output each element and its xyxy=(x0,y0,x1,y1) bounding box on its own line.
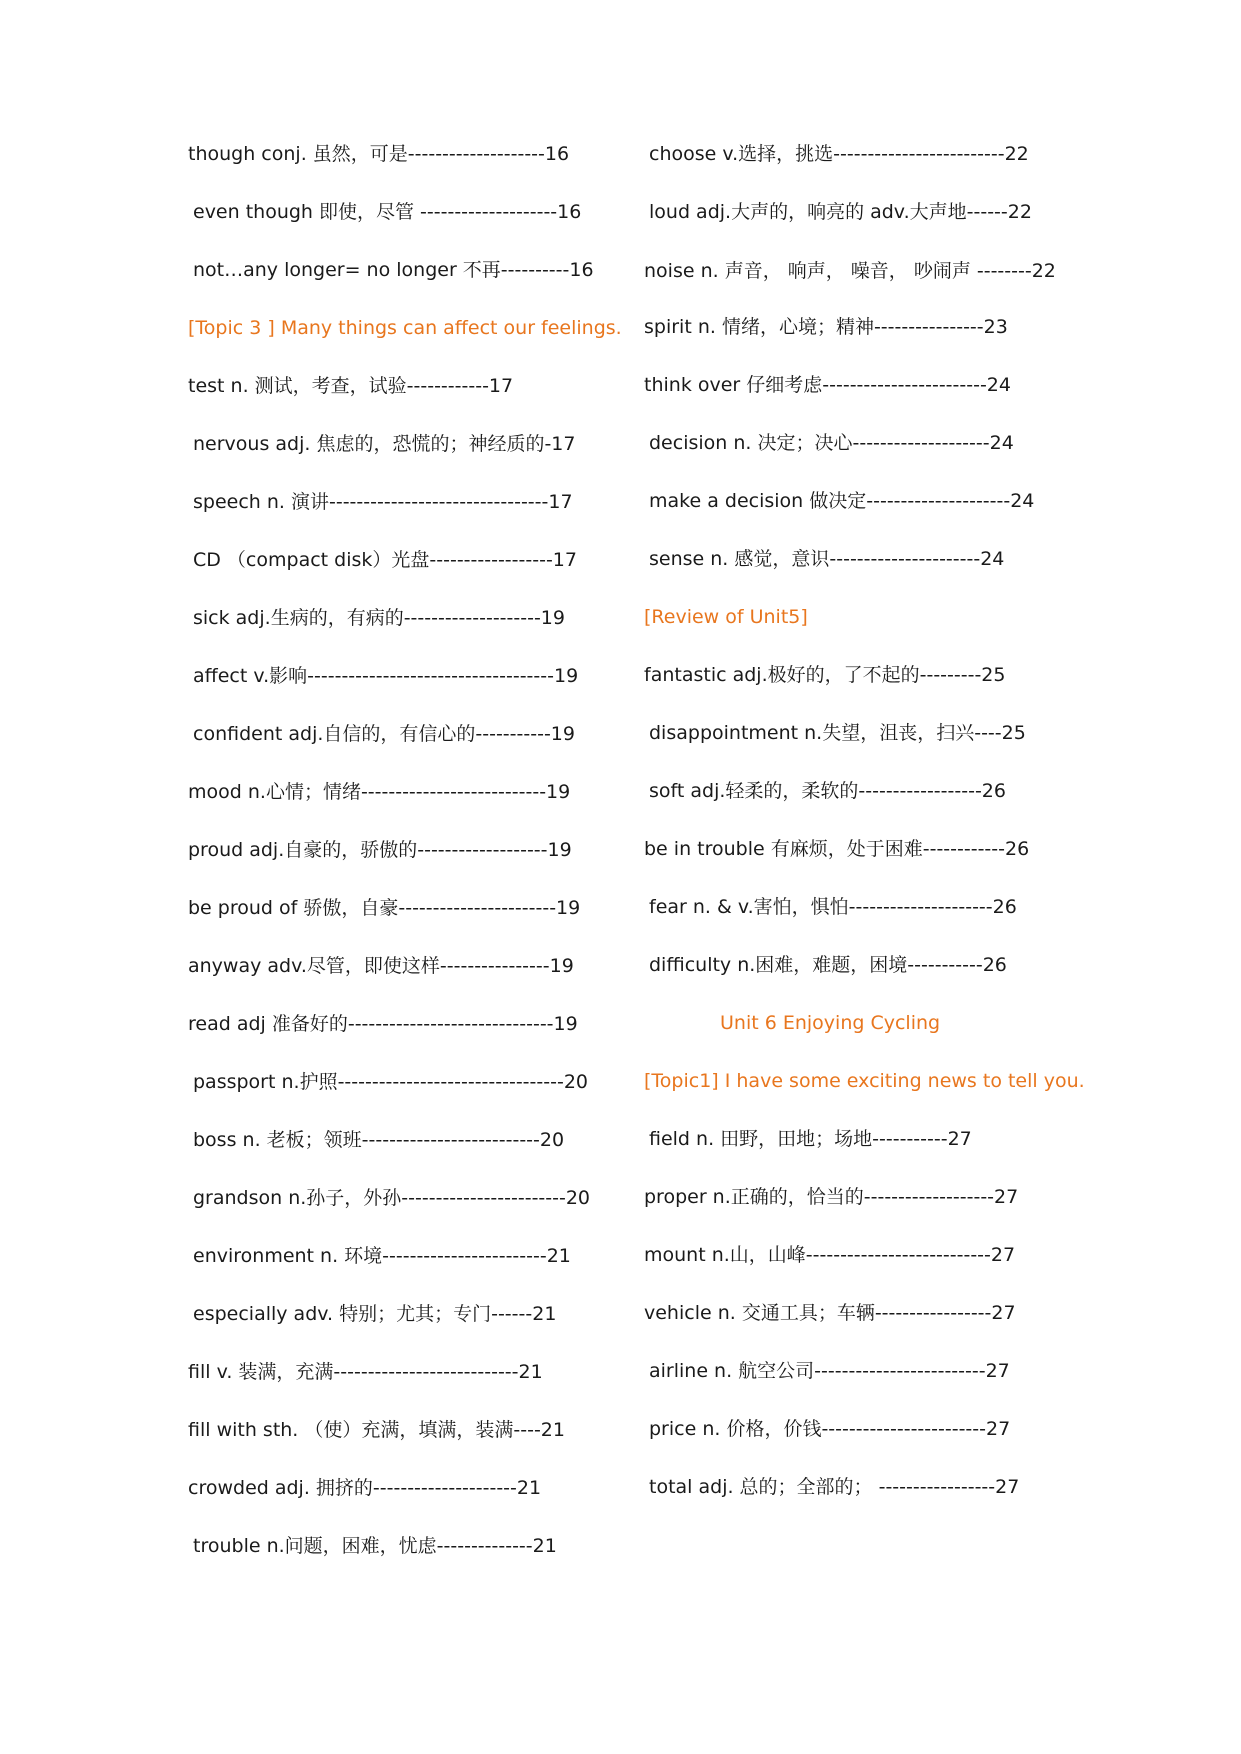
vocab-entry: proud adj.自豪的，骄傲的-------------------19 xyxy=(188,839,572,861)
vocab-entry: decision n. 决定；决心--------------------24 xyxy=(649,432,1014,454)
vocab-entry: choose v.选择，挑选-------------------------22 xyxy=(649,143,1029,165)
vocab-entry: though conj. 虽然，可是--------------------16 xyxy=(188,143,570,165)
vocab-entry: test n. 测试，考查，试验------------17 xyxy=(188,375,514,397)
vocab-entry: not…any longer= no longer 不再----------16 xyxy=(193,259,594,281)
vocab-entry: especially adv. 特别；尤其；专门------21 xyxy=(193,1303,557,1325)
vocab-entry: nervous adj. 焦虑的，恐慌的；神经质的-17 xyxy=(193,433,576,455)
vocab-entry: make a decision 做决定---------------------24 xyxy=(649,490,1035,512)
vocab-entry: grandson n.孙子，外孙------------------------20 xyxy=(193,1187,591,1209)
right-column xyxy=(644,137,1085,1528)
vocab-entry: fill with sth. （使）充满，填满，装满----21 xyxy=(188,1419,565,1441)
vocab-entry: loud adj.大声的，响亮的 adv.大声地------22 xyxy=(649,201,1032,223)
section-heading: [Review of Unit5] xyxy=(644,606,808,628)
vocab-entry: soft adj.轻柔的，柔软的------------------26 xyxy=(649,780,1006,802)
section-heading: [Topic 3 ] Many things can affect our feelings. xyxy=(188,317,622,339)
vocab-entry: total adj. 总的；全部的； -----------------27 xyxy=(649,1476,1020,1498)
vocab-entry: sick adj.生病的，有病的--------------------19 xyxy=(193,607,565,629)
vocab-entry: confident adj.自信的，有信心的-----------19 xyxy=(193,723,575,745)
vocab-entry: speech n. 演讲--------------------------------17 xyxy=(193,491,573,513)
vocab-entry: crowded adj. 拥挤的---------------------21 xyxy=(188,1477,542,1499)
vocab-entry: anyway adv.尽管，即使这样----------------19 xyxy=(188,955,574,977)
vocab-entry: fill v. 装满，充满---------------------------21 xyxy=(188,1361,543,1383)
vocab-entry: fantastic adj.极好的，了不起的---------25 xyxy=(644,664,1006,686)
section-heading: Unit 6 Enjoying Cycling xyxy=(720,1012,941,1034)
vocab-entry: fear n. & v.害怕，惧怕---------------------26 xyxy=(649,896,1017,918)
vocab-entry: airline n. 航空公司-------------------------27 xyxy=(649,1360,1010,1382)
vocab-entry: sense n. 感觉，意识----------------------24 xyxy=(649,548,1005,570)
vocab-entry: disappointment n.失望，沮丧，扫兴----25 xyxy=(649,722,1026,744)
left-column xyxy=(188,137,622,1587)
vocab-entry: passport n.护照---------------------------------20 xyxy=(193,1071,588,1093)
vocab-entry: even though 即使，尽管 --------------------16 xyxy=(193,201,582,223)
vocab-entry: spirit n. 情绪，心境；精神----------------23 xyxy=(644,316,1008,338)
vocab-entry: mood n.心情；情绪---------------------------19 xyxy=(188,781,571,803)
vocab-entry: affect v.影响------------------------------------19 xyxy=(193,665,579,687)
vocab-entry: boss n. 老板；领班--------------------------20 xyxy=(193,1129,565,1151)
vocab-entry: read adj 准备好的------------------------------19 xyxy=(188,1013,578,1035)
vocab-entry: environment n. 环境------------------------21 xyxy=(193,1245,571,1267)
vocab-entry: trouble n.问题，困难，忧虑--------------21 xyxy=(193,1535,557,1557)
vocab-entry: CD （compact disk）光盘------------------17 xyxy=(193,549,577,571)
vocab-entry: be proud of 骄傲，自豪-----------------------19 xyxy=(188,897,581,919)
section-heading: [Topic1] I have some exciting news to tell you. xyxy=(644,1070,1085,1092)
vocab-entry: think over 仔细考虑------------------------24 xyxy=(644,374,1011,396)
vocab-entry: be in trouble 有麻烦，处于困难------------26 xyxy=(644,838,1030,860)
vocab-entry: proper n.正确的，恰当的-------------------27 xyxy=(644,1186,1019,1208)
vocab-entry: vehicle n. 交通工具；车辆-----------------27 xyxy=(644,1302,1016,1324)
vocab-entry: field n. 田野，田地；场地-----------27 xyxy=(649,1128,972,1150)
vocab-entry: price n. 价格，价钱------------------------27 xyxy=(649,1418,1011,1440)
vocab-entry: difficulty n.困难，难题，困境-----------26 xyxy=(649,954,1007,976)
vocab-entry: mount n.山，山峰---------------------------27 xyxy=(644,1244,1016,1266)
vocab-entry: noise n. 声音， 响声， 噪音， 吵闹声 --------22 xyxy=(644,260,1056,282)
